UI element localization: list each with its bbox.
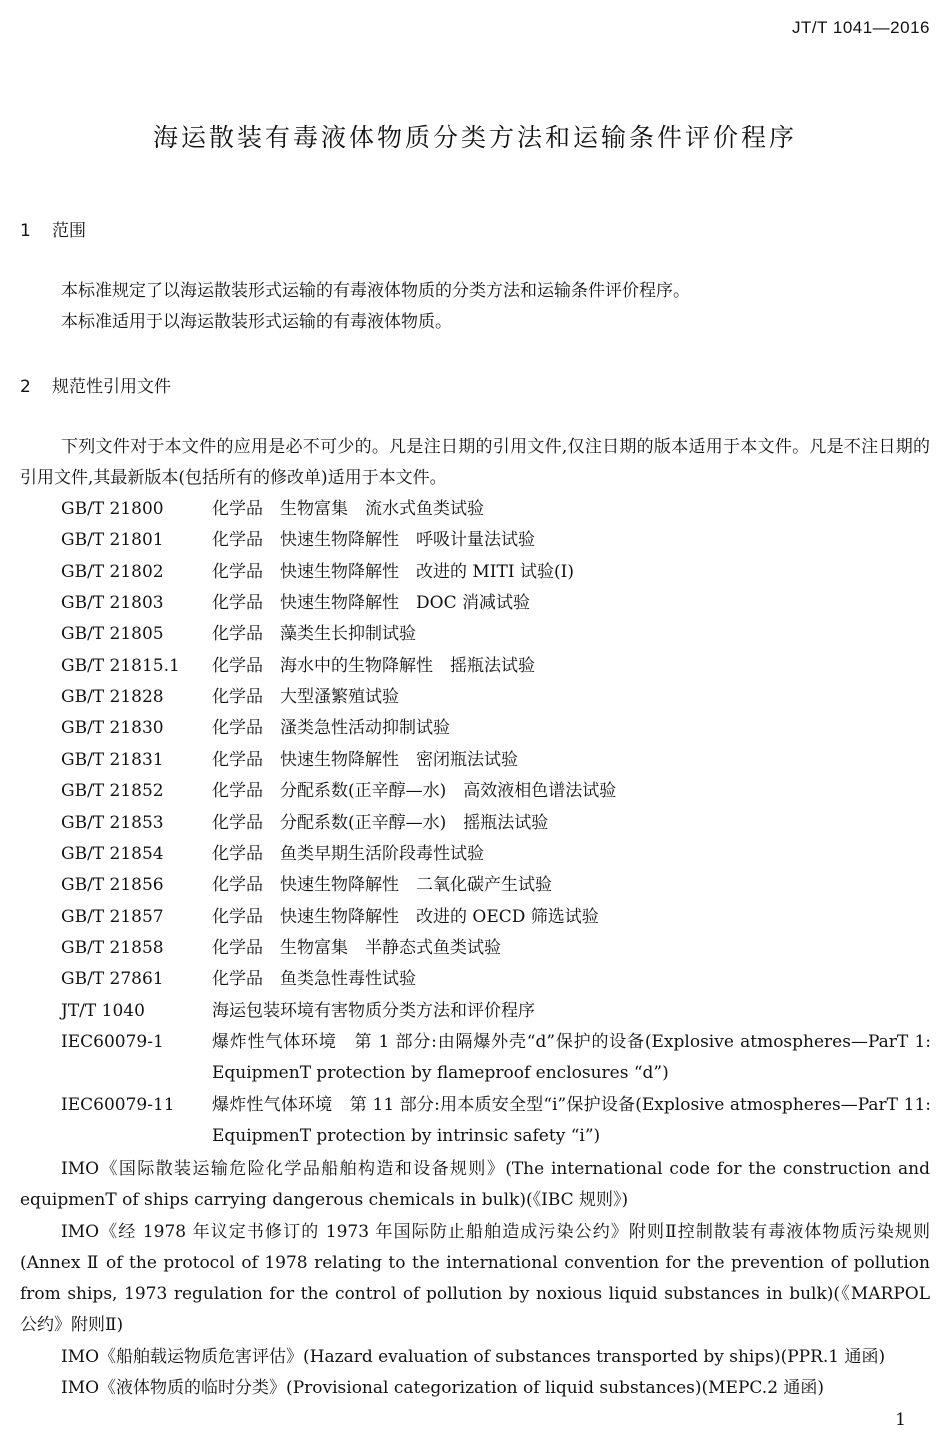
reference-title: 爆炸性气体环境 第 1 部分:由隔爆外壳“d”保护的设备(Explosive atmospheres—ParT 1: EquipmenT protection by flameproof enclosures “d”): [212, 1032, 931, 1083]
reference-item-multiline: [61, 1090, 931, 1152]
scope-paragraph-2: 本标准适用于以海运散装形式运输的有毒液体物质。: [61, 312, 452, 332]
section-title: 规范性引用文件: [52, 377, 171, 397]
reference-item-multiline: [61, 1027, 931, 1089]
imo-mepc-reference: IMO《液体物质的临时分类》(Provisional categorization of liquid substances)(MEPC.2 通函): [61, 1378, 825, 1398]
reference-code: GB/T 21803: [61, 593, 164, 613]
reference-title: 爆炸性气体环境 第 11 部分:用本质安全型“i”保护设备(Explosive atmospheres—ParT 11: EquipmenT protection by intrinsic safety “i”): [212, 1095, 931, 1146]
references-intro-paragraph: 下列文件对于本文件的应用是必不可少的。凡是注日期的引用文件,仅注日期的版本适用于本文件。凡是不注日期的引用文件,其最新版本(包括所有的修改单)适用于本文件。: [20, 437, 930, 488]
standard-code: JT/T 1041—2016: [791, 18, 930, 37]
section-number: 1: [20, 221, 31, 241]
reference-code: GB/T 21856: [61, 875, 164, 895]
page-number: 1: [895, 1410, 906, 1430]
document-title: 海运散装有毒液体物质分类方法和运输条件评价程序: [152, 123, 797, 152]
section-title: 范围: [52, 221, 86, 241]
reference-title: 化学品 快速生物降解性 密闭瓶法试验: [212, 750, 518, 770]
reference-code: GB/T 21852: [61, 781, 164, 801]
reference-title: 化学品 快速生物降解性 DOC 消减试验: [212, 593, 530, 613]
reference-title: 海运包装环境有害物质分类方法和评价程序: [212, 1001, 535, 1021]
reference-title: 化学品 生物富集 流水式鱼类试验: [212, 499, 484, 519]
reference-code: GB/T 21854: [61, 844, 164, 864]
reference-title: 化学品 鱼类急性毒性试验: [212, 969, 416, 989]
reference-code: GB/T 21800: [61, 499, 164, 519]
reference-title: 化学品 大型溞繁殖试验: [212, 687, 399, 707]
reference-title: 化学品 海水中的生物降解性 摇瓶法试验: [212, 656, 535, 676]
imo-ibc-code-reference: IMO《国际散装运输危险化学品船舶构造和设备规则》(The international code for the construction and equipmenT of ships carrying dangerous chemicals in bulk)(《IBC 规则》): [20, 1159, 930, 1210]
reference-title: 化学品 生物富集 半静态式鱼类试验: [212, 938, 501, 958]
section-2-heading: [20, 372, 171, 397]
reference-title: 化学品 鱼类早期生活阶段毒性试验: [212, 844, 484, 864]
reference-code: JT/T 1040: [61, 1001, 145, 1021]
reference-code: GB/T 21828: [61, 687, 164, 707]
reference-title: 化学品 溞类急性活动抑制试验: [212, 718, 450, 738]
imo-ppr-reference: IMO《船舶载运物质危害评估》(Hazard evaluation of substances transported by ships)(PPR.1 通函): [61, 1347, 886, 1367]
reference-code: GB/T 21802: [61, 562, 164, 582]
reference-code: GB/T 21858: [61, 938, 164, 958]
reference-code: GB/T 21815.1: [61, 656, 180, 676]
reference-title: 化学品 分配系数(正辛醇—水) 高效液相色谱法试验: [212, 781, 617, 801]
reference-code: GB/T 21857: [61, 907, 164, 927]
section-number: 2: [20, 377, 31, 397]
reference-code: GB/T 21853: [61, 813, 164, 833]
reference-title: 化学品 藻类生长抑制试验: [212, 624, 416, 644]
reference-title: 化学品 快速生物降解性 改进的 MITI 试验(Ⅰ): [212, 562, 574, 582]
reference-code: IEC60079-11: [61, 1095, 175, 1115]
reference-code: GB/T 21830: [61, 718, 164, 738]
reference-title: 化学品 分配系数(正辛醇—水) 摇瓶法试验: [212, 813, 549, 833]
section-1-heading: [20, 216, 86, 241]
reference-code: GB/T 21831: [61, 750, 164, 770]
scope-paragraph-1: 本标准规定了以海运散装形式运输的有毒液体物质的分类方法和运输条件评价程序。: [61, 281, 690, 301]
reference-code: GB/T 27861: [61, 969, 164, 989]
reference-code: GB/T 21801: [61, 530, 164, 550]
reference-title: 化学品 快速生物降解性 呼吸计量法试验: [212, 530, 535, 550]
reference-code: IEC60079-1: [61, 1032, 164, 1052]
imo-marpol-reference: IMO《经 1978 年议定书修订的 1973 年国际防止船舶造成污染公约》附则Ⅱ控制散装有毒液体物质污染规则(Annex Ⅱ of the protocol of 1978 relating to the international convention for the prevention of pollution from ships, 1973 regulation for the control of pollution by noxious liquid substances in bulk)(《MARPOL 公约》附则Ⅱ): [20, 1222, 930, 1335]
reference-title: 化学品 快速生物降解性 改进的 OECD 筛选试验: [212, 907, 599, 927]
reference-title: 化学品 快速生物降解性 二氧化碳产生试验: [212, 875, 552, 895]
reference-code: GB/T 21805: [61, 624, 164, 644]
